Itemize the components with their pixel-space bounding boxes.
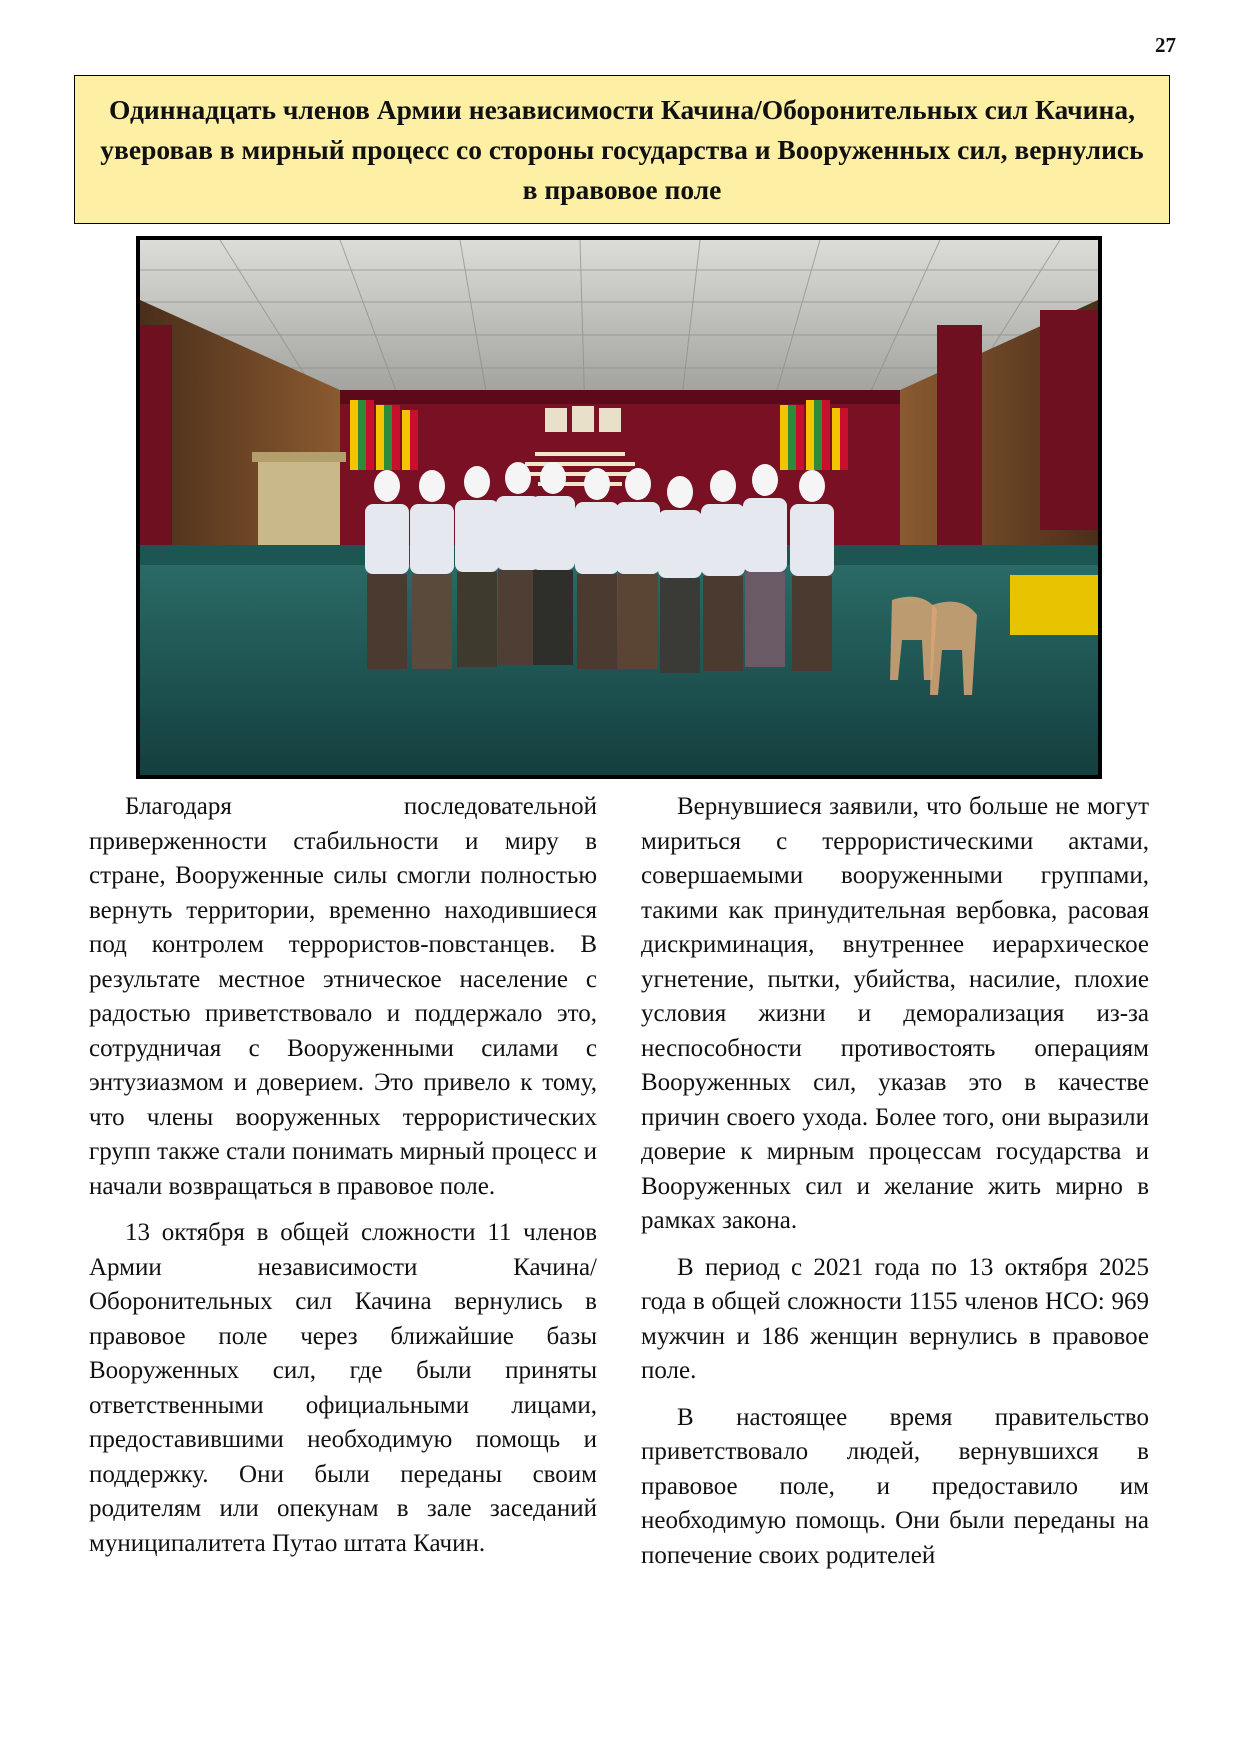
headline-box [74,75,1170,224]
paragraph: В настоящее время правительство приветствовало людей, вернувшихся в правовое поле, и предоставило им необходимую помощь. Они были переданы на попечение своих родителей [641,1403,1149,1569]
group-photo-illustration [140,240,1098,775]
podium [258,458,340,558]
news-photo [136,236,1102,779]
paragraph: 13 октября в общей сложности 11 членов Армии независимости Качина/ Оборонительных сил Качина вернулись в правовое поле через ближайшие базы Вооруженных сил, где были приняты ответственными официальными лицами, предоставившими необходимую помощь и поддержку. Они были переданы своим родителям или опекунам в зале заседаний муниципалитета Путао штата Качин. [89,1219,597,1557]
page-number: 27 [1155,33,1176,57]
right-column [641,790,1149,1585]
paragraph: В период с 2021 года по 13 октября 2025 года в общей сложности 1155 членов НСО: 969 мужчин и 186 женщин вернулись в правовое поле. [641,1253,1149,1384]
paragraph: Благодаря последовательной приверженности стабильности и миру в стране, Вооруженные силы смогли полностью вернуть территории, временно находившиеся под контролем террористов-повстанцев. В результате местное этническое население с радостью приветствовало и поддержало это, сотрудничая с Вооруженными силами с энтузиазмом и доверием. Это привело к тому, что члены вооруженных террористических групп также стали понимать мирный процесс и начали возвращаться в правовое поле. [89,793,597,1200]
people-group [365,462,834,673]
headline: Одиннадцать членов Армии независимости Качина/Оборонительных сил Качина, уверовав в мирный процесс со стороны государства и Вооруженных сил, вернулись в правовое поле [100,93,1144,205]
left-column [89,790,597,1573]
paragraph: Вернувшиеся заявили, что больше не могут мириться с террористическими актами, совершаемыми вооруженными группами, такими как принудительная вербовка, расовая дискриминация, внутреннее иерархическое угнетение, пытки, убийства, насилие, плохие условия жизни и деморализация из-за неспособности противостоять операциям Вооруженных сил, указав это в качестве причин своего ухода. Более того, они выразили доверие к мирным процессам государства и Вооруженных сил и желание жить мирно в рамках закона. [641,793,1149,1234]
